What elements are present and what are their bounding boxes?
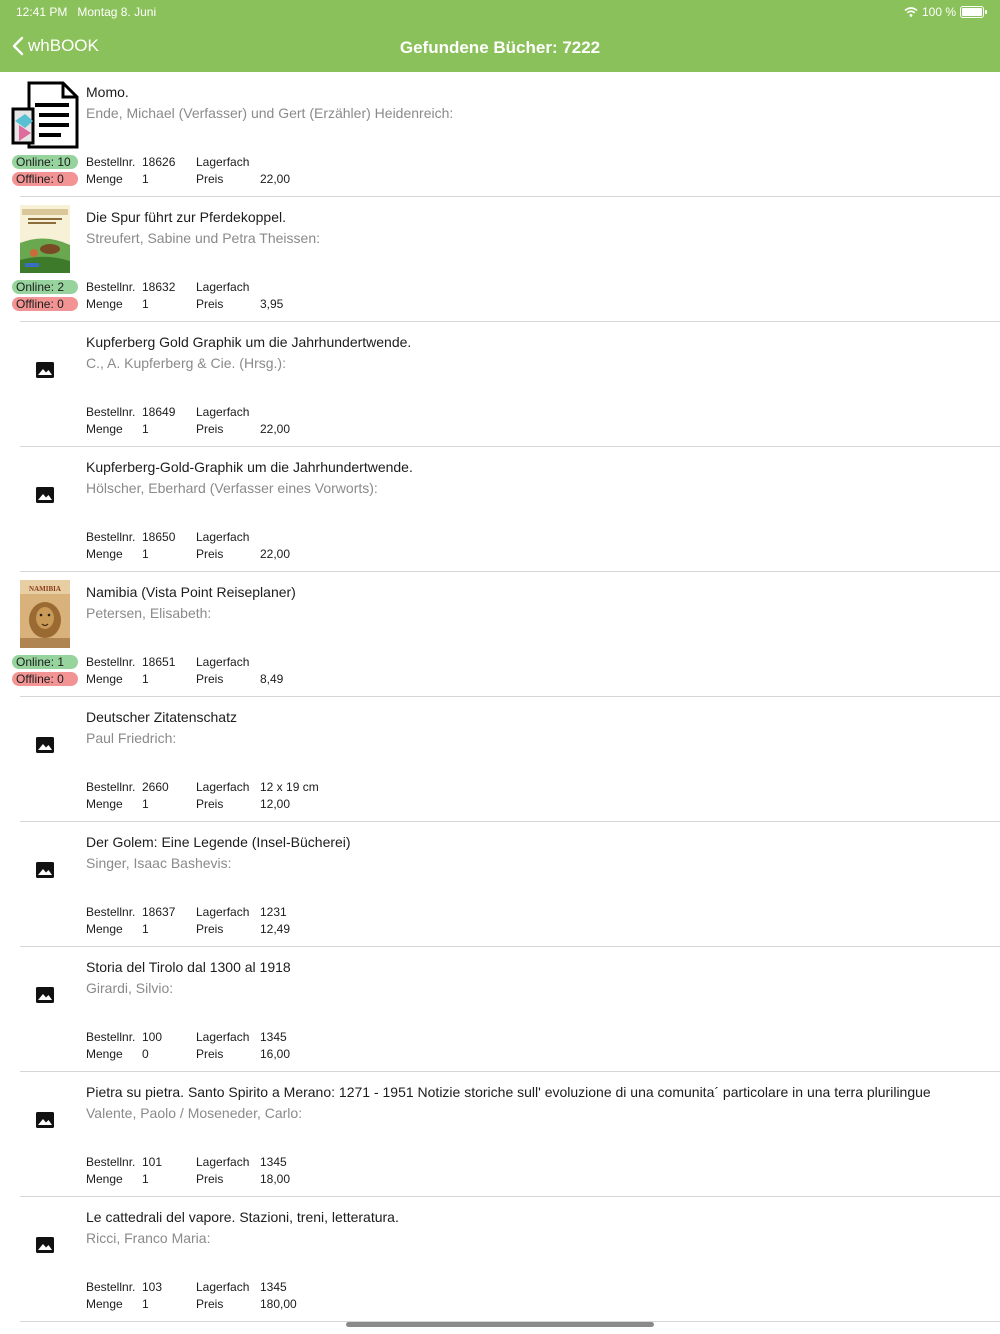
bestellnr-value: 101 — [142, 1155, 163, 1169]
bestellnr-value: 18632 — [142, 280, 176, 294]
book-row[interactable] — [0, 447, 1000, 572]
online-badge: Online: 1 — [12, 655, 78, 669]
book-title: Namibia (Vista Point Reiseplaner) — [86, 584, 296, 600]
preis-label: Preis — [196, 172, 224, 186]
lagerfach-label: Lagerfach — [196, 155, 250, 169]
book-author: Singer, Isaac Bashevis: — [86, 855, 232, 871]
book-title: Kupferberg-Gold-Graphik um die Jahrhundertwende. — [86, 459, 413, 475]
status-time — [16, 5, 156, 19]
book-row[interactable] — [0, 1072, 1000, 1197]
lagerfach-label: Lagerfach — [196, 530, 250, 544]
online-badge: Online: 2 — [12, 280, 78, 294]
preis-label: Preis — [196, 422, 224, 436]
book-author: Paul Friedrich: — [86, 730, 177, 746]
menge-label: Menge — [86, 297, 123, 311]
menge-label: Menge — [86, 1297, 123, 1311]
wifi-icon — [904, 7, 918, 17]
offline-badge: Offline: 0 — [12, 172, 78, 186]
book-thumbnail — [10, 80, 80, 150]
book-row[interactable] — [0, 1197, 1000, 1322]
preis-value: 180,00 — [260, 1297, 297, 1311]
book-row[interactable] — [0, 322, 1000, 447]
image-placeholder-icon — [36, 487, 54, 503]
menge-label: Menge — [86, 797, 123, 811]
preis-value: 22,00 — [260, 422, 291, 436]
book-cover-image — [20, 205, 70, 273]
bestellnr-label: Bestellnr. — [86, 905, 136, 919]
lagerfach-label: Lagerfach — [196, 905, 250, 919]
book-title: Pietra su pietra. Santo Spirito a Merano: 1271 - 1951 Notizie storiche sull' evoluzione di una comunita´ particolare in una terra plurilingue — [86, 1084, 931, 1100]
menge-value: 1 — [142, 422, 149, 436]
preis-value: 12,00 — [260, 797, 291, 811]
book-row[interactable] — [0, 197, 1000, 322]
menge-label: Menge — [86, 922, 123, 936]
book-row[interactable] — [0, 947, 1000, 1072]
cover-artwork — [20, 580, 70, 648]
image-placeholder-icon — [36, 987, 54, 1003]
book-cover-image — [20, 580, 70, 648]
bestellnr-label: Bestellnr. — [86, 780, 136, 794]
lagerfach-label: Lagerfach — [196, 1030, 250, 1044]
menge-label: Menge — [86, 1047, 123, 1061]
book-title: Der Golem: Eine Legende (Insel-Bücherei) — [86, 834, 351, 850]
lagerfach-label: Lagerfach — [196, 780, 250, 794]
bestellnr-label: Bestellnr. — [86, 405, 136, 419]
menge-value: 1 — [142, 1172, 149, 1186]
preis-value: 3,95 — [260, 297, 284, 311]
cover-artwork — [20, 205, 70, 273]
book-title: Kupferberg Gold Graphik um die Jahrhundertwende. — [86, 334, 412, 350]
bestellnr-value: 18626 — [142, 155, 176, 169]
menge-value: 1 — [142, 672, 149, 686]
menge-value: 1 — [142, 922, 149, 936]
status-indicators — [904, 5, 984, 19]
preis-label: Preis — [196, 797, 224, 811]
preis-label: Preis — [196, 1172, 224, 1186]
bestellnr-value: 18649 — [142, 405, 176, 419]
image-placeholder-icon — [36, 362, 54, 378]
menge-value: 1 — [142, 547, 149, 561]
lagerfach-value: 1231 — [260, 905, 287, 919]
preis-label: Preis — [196, 1047, 224, 1061]
menge-label: Menge — [86, 672, 123, 686]
menge-label: Menge — [86, 1172, 123, 1186]
preis-value: 18,00 — [260, 1172, 291, 1186]
preis-label: Preis — [196, 547, 224, 561]
online-badge: Online: 10 — [12, 155, 78, 169]
book-author: Hölscher, Eberhard (Verfasser eines Vorworts): — [86, 480, 378, 496]
lagerfach-label: Lagerfach — [196, 655, 250, 669]
lagerfach-value: 1345 — [260, 1030, 287, 1044]
image-placeholder-icon — [36, 1237, 54, 1253]
preis-value: 22,00 — [260, 172, 291, 186]
navigation-bar — [0, 0, 1000, 72]
page-title: Gefundene Bücher: 7222 — [399, 38, 601, 57]
image-placeholder-icon — [36, 862, 54, 878]
status-clock: 12:41 PM — [16, 5, 68, 19]
book-row[interactable] — [0, 822, 1000, 947]
bestellnr-label: Bestellnr. — [86, 155, 136, 169]
document-placeholder-icon — [11, 81, 79, 149]
book-author: Valente, Paolo / Moseneder, Carlo: — [86, 1105, 303, 1121]
bestellnr-label: Bestellnr. — [86, 1280, 136, 1294]
book-author: Girardi, Silvio: — [86, 980, 174, 996]
bestellnr-label: Bestellnr. — [86, 1155, 136, 1169]
preis-value: 8,49 — [260, 672, 284, 686]
book-author: Petersen, Elisabeth: — [86, 605, 212, 621]
home-indicator[interactable] — [346, 1322, 654, 1327]
menge-value: 1 — [142, 297, 149, 311]
book-author: Ende, Michael (Verfasser) und Gert (Erzähler) Heidenreich: — [86, 105, 454, 121]
menge-value: 0 — [142, 1047, 149, 1061]
book-title: Momo. — [86, 84, 129, 100]
book-list — [0, 72, 1000, 1322]
book-title: Storia del Tirolo dal 1300 al 1918 — [86, 959, 291, 975]
lagerfach-label: Lagerfach — [196, 1280, 250, 1294]
menge-label: Menge — [86, 422, 123, 436]
lagerfach-label: Lagerfach — [196, 1155, 250, 1169]
book-row[interactable] — [0, 72, 1000, 197]
preis-value: 22,00 — [260, 547, 291, 561]
preis-label: Preis — [196, 1297, 224, 1311]
preis-label: Preis — [196, 297, 224, 311]
bestellnr-value: 100 — [142, 1030, 163, 1044]
menge-value: 1 — [142, 1297, 149, 1311]
preis-value: 12,49 — [260, 922, 291, 936]
bestellnr-value: 18637 — [142, 905, 176, 919]
menge-label: Menge — [86, 172, 123, 186]
battery-percent: 100 % — [921, 5, 956, 19]
status-date: Montag 8. Juni — [77, 5, 157, 19]
bestellnr-label: Bestellnr. — [86, 530, 136, 544]
bestellnr-value: 2660 — [142, 780, 169, 794]
bestellnr-label: Bestellnr. — [86, 280, 136, 294]
preis-value: 16,00 — [260, 1047, 291, 1061]
preis-label: Preis — [196, 922, 224, 936]
menge-value: 1 — [142, 797, 149, 811]
book-title: Le cattedrali del vapore. Stazioni, treni, letteratura. — [86, 1209, 399, 1225]
book-author: Ricci, Franco Maria: — [86, 1230, 211, 1246]
menge-value: 1 — [142, 172, 149, 186]
book-row[interactable] — [0, 697, 1000, 822]
cover-title-text: NAMIBIA — [29, 585, 61, 593]
image-placeholder-icon — [36, 737, 54, 753]
battery-icon — [960, 6, 984, 18]
book-author: Streufert, Sabine und Petra Theissen: — [86, 230, 320, 246]
bestellnr-value: 18650 — [142, 530, 176, 544]
offline-badge: Offline: 0 — [12, 672, 78, 686]
lagerfach-value: 1345 — [260, 1155, 287, 1169]
book-author: C., A. Kupferberg & Cie. (Hrsg.): — [86, 355, 286, 371]
preis-label: Preis — [196, 672, 224, 686]
book-title: Deutscher Zitatenschatz — [86, 709, 237, 725]
offline-badge: Offline: 0 — [12, 297, 78, 311]
lagerfach-label: Lagerfach — [196, 405, 250, 419]
back-label: whBOOK — [28, 36, 99, 55]
bestellnr-label: Bestellnr. — [86, 655, 136, 669]
book-title: Die Spur führt zur Pferdekoppel. — [86, 209, 286, 225]
menge-label: Menge — [86, 547, 123, 561]
bestellnr-value: 103 — [142, 1280, 163, 1294]
lagerfach-value: 12 x 19 cm — [260, 780, 319, 794]
bestellnr-value: 18651 — [142, 655, 176, 669]
lagerfach-label: Lagerfach — [196, 280, 250, 294]
image-placeholder-icon — [36, 1112, 54, 1128]
book-row[interactable] — [0, 572, 1000, 697]
lagerfach-value: 1345 — [260, 1280, 287, 1294]
bestellnr-label: Bestellnr. — [86, 1030, 136, 1044]
